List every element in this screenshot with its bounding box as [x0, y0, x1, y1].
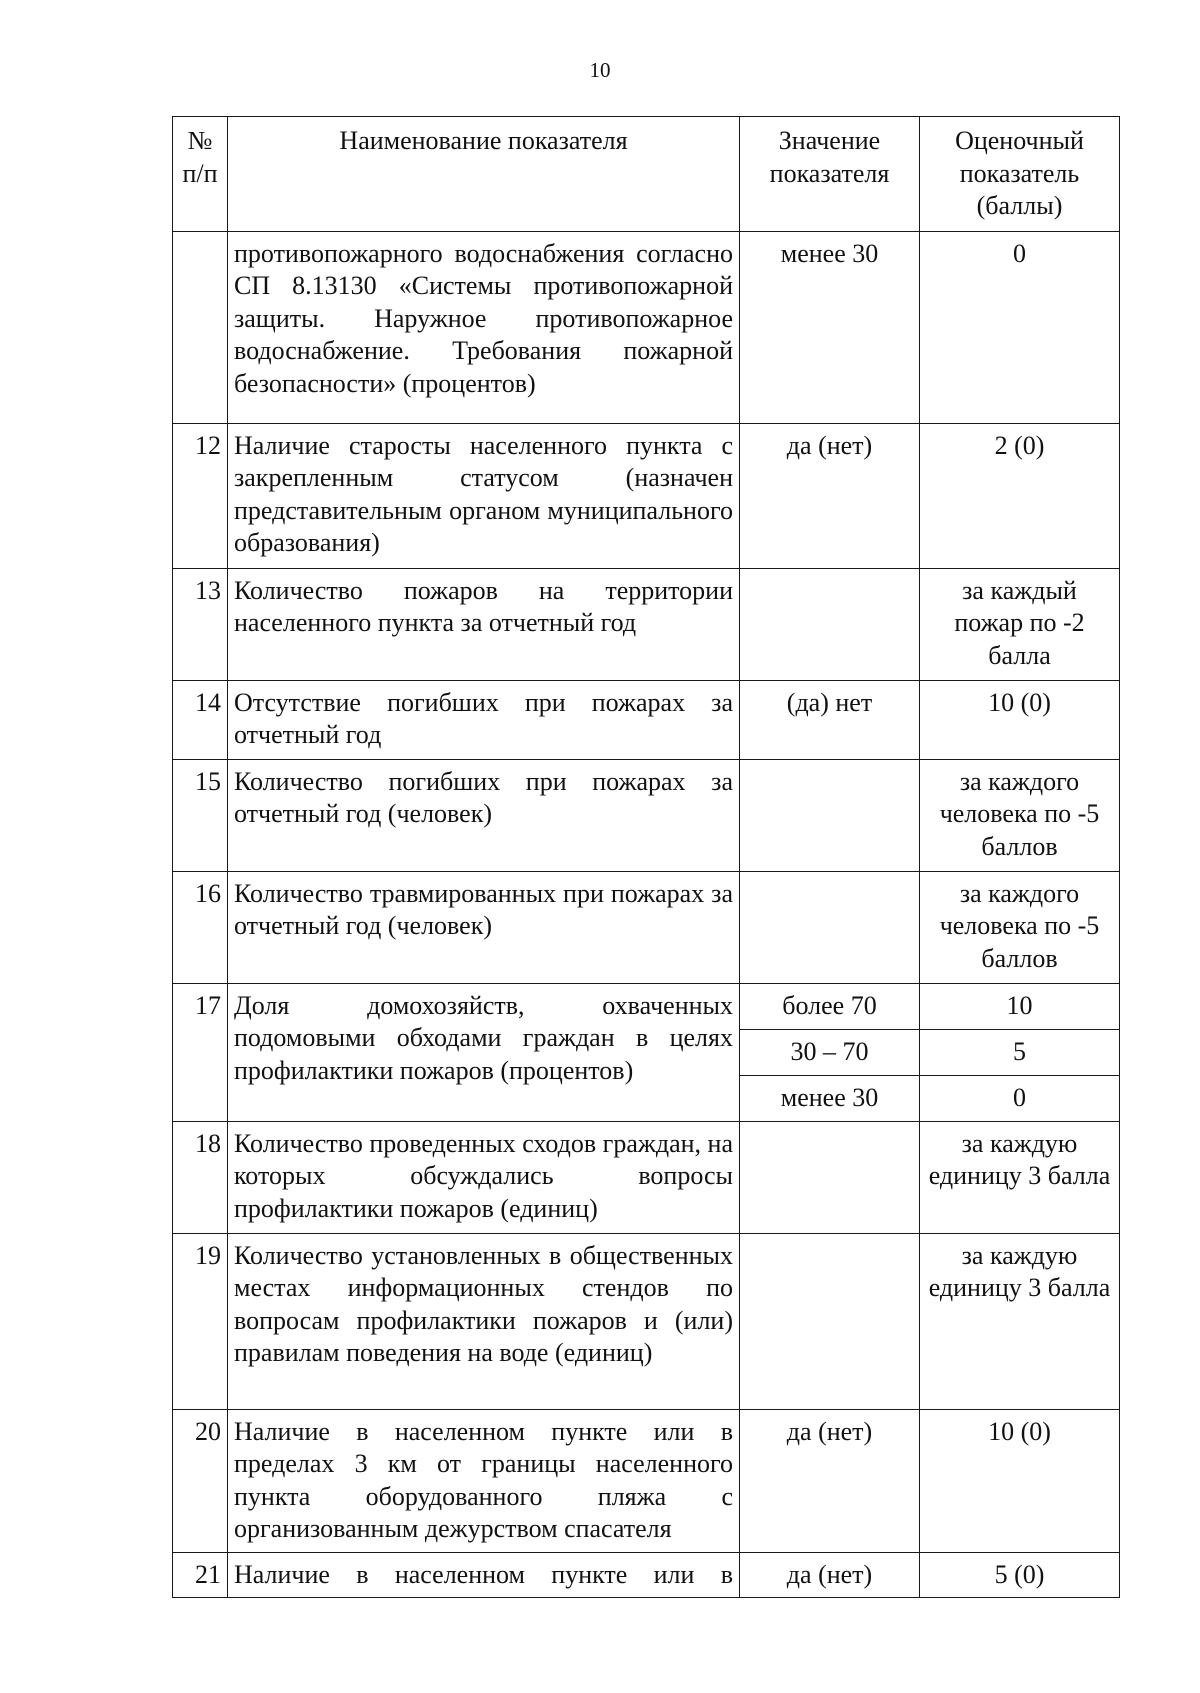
row-num: 16	[173, 871, 228, 983]
row-name: Наличие в населенном пункте или в пределах 3 км от границы населенного пункта оборудованного пляжа с организованным дежурством спасателя	[228, 1409, 740, 1552]
row-num: 15	[173, 759, 228, 871]
row-score: за каждую единицу 3 балла	[920, 1121, 1120, 1233]
header-num: № п/п	[173, 117, 228, 232]
row-score-split	[920, 983, 1120, 1121]
table-row	[173, 871, 1120, 983]
row-value	[740, 759, 920, 871]
row-value: да (нет)	[740, 423, 920, 568]
table-row	[173, 423, 1120, 568]
row-name: Наличие старосты населенного пункта с закрепленным статусом (назначен представительным органом муниципального образования)	[228, 423, 740, 568]
row-name: Количество проведенных сходов граждан, на которых обсуждались вопросы профилактики пожаров (единиц)	[228, 1121, 740, 1233]
row-name: противопожарного водоснабжения согласно СП 8.13130 «Системы противопожарной защиты. Наружное противопожарное водоснабжение. Требования пожарной безопасности» (процентов)	[228, 231, 740, 423]
row-score: за каждый пожар по -2 балла	[920, 568, 1120, 680]
row-name: Наличие в населенном пункте или в	[228, 1552, 740, 1598]
row-value	[740, 871, 920, 983]
row-value: (да) нет	[740, 680, 920, 759]
sub-value: более 70	[740, 984, 919, 1030]
sub-value: менее 30	[780, 1082, 879, 1112]
table-row	[173, 231, 1120, 423]
table-row	[173, 568, 1120, 680]
row-value	[740, 1121, 920, 1233]
row-score: за каждую единицу 3 балла	[920, 1233, 1120, 1409]
table-header-row	[173, 117, 1120, 232]
row-score: за каждого человека по -5 баллов	[920, 871, 1120, 983]
row-num: 17	[173, 983, 228, 1121]
table-row	[173, 1552, 1120, 1598]
row-num	[173, 231, 228, 423]
row-value: да (нет)	[740, 1552, 920, 1598]
row-num: 20	[173, 1409, 228, 1552]
sub-value: 30 – 70	[740, 1030, 919, 1076]
row-name: Количество травмированных при пожарах за отчетный год (человек)	[228, 871, 740, 983]
row-num: 12	[173, 423, 228, 568]
table-row	[173, 1121, 1120, 1233]
row-name: Отсутствие погибших при пожарах за отчетный год	[228, 680, 740, 759]
page-number: 10	[589, 58, 611, 82]
row-num: 18	[173, 1121, 228, 1233]
row-num: 13	[173, 568, 228, 680]
row-name: Доля домохозяйств, охваченных подомовыми обходами граждан в целях профилактики пожаров (процентов)	[228, 983, 740, 1121]
table-row	[173, 680, 1120, 759]
table-row	[173, 983, 1120, 1121]
row-name: Количество установленных в общественных местах информационных стендов по вопросам профилактики пожаров и (или) правилам поведения на воде (единиц)	[228, 1233, 740, 1409]
table-row	[173, 1409, 1120, 1552]
sub-score: 5	[920, 1030, 1119, 1076]
row-value: да (нет)	[740, 1409, 920, 1552]
row-score: 2 (0)	[920, 423, 1120, 568]
row-name: Количество погибших при пожарах за отчетный год (человек)	[228, 759, 740, 871]
sub-score: 0	[1013, 1082, 1026, 1112]
row-score: за каждого человека по -5 баллов	[920, 759, 1120, 871]
row-score: 5 (0)	[920, 1552, 1120, 1598]
header-score: Оценочный показатель (баллы)	[920, 117, 1120, 232]
row-score: 10 (0)	[920, 1409, 1120, 1552]
row-score: 0	[920, 231, 1120, 423]
header-value: Значение показателя	[740, 117, 920, 232]
row-score: 10 (0)	[920, 680, 1120, 759]
row-value: менее 30	[740, 231, 920, 423]
row-name: Количество пожаров на территории населенного пункта за отчетный год	[228, 568, 740, 680]
row-num: 14	[173, 680, 228, 759]
header-name: Наименование показателя	[228, 117, 740, 232]
row-value	[740, 568, 920, 680]
indicators-table	[172, 116, 1120, 1598]
row-value-split	[740, 983, 920, 1121]
table-row	[173, 1233, 1120, 1409]
row-num: 19	[173, 1233, 228, 1409]
sub-score: 10	[920, 984, 1119, 1030]
row-num: 21	[173, 1552, 228, 1598]
row-value	[740, 1233, 920, 1409]
table-row	[173, 759, 1120, 871]
